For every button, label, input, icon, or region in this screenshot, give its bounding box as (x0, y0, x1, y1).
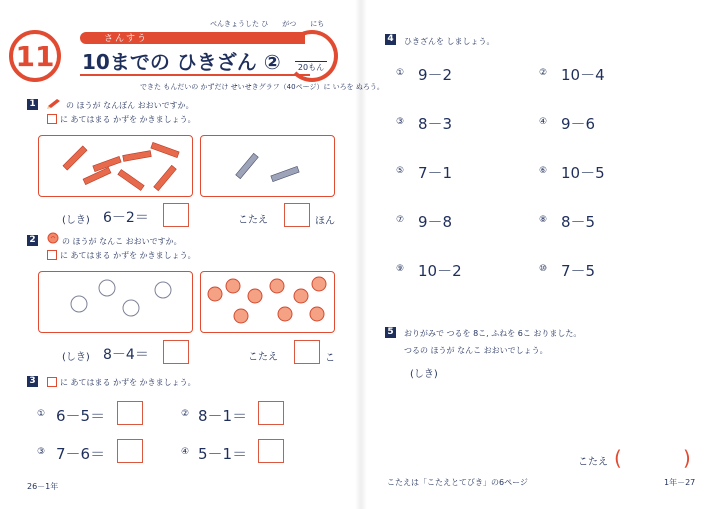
q4-instruction: ひきざんを しましょう。 (404, 37, 495, 46)
q3-box-icon (47, 377, 57, 387)
white-roses-illustration (39, 272, 191, 331)
q3-item-4-box[interactable] (258, 439, 284, 463)
subject-label: さんすう (104, 34, 149, 44)
q4-item-3-expr: 8－3 (418, 115, 453, 133)
q4-item-10-expr: 7－5 (561, 262, 596, 280)
study-date-label: べんきょうした ひ がつ にち (210, 20, 325, 28)
gray-pencils-panel (200, 135, 335, 197)
q4-item-6-expr: 10－5 (561, 164, 605, 182)
q2-kotae-label: こたえ (248, 352, 278, 363)
q5-number: 5 (385, 327, 396, 338)
red-rose-icon (46, 232, 60, 246)
q3-item-1-expr: 6－5＝ (56, 407, 106, 425)
footer-right-page-number: 1年－27 (664, 478, 696, 487)
q3-item-2-num: ② (181, 409, 190, 419)
q2-instruction: に あてはまる かずを かきましょう。 (60, 251, 196, 260)
q3-item-2-expr: 8－1＝ (198, 407, 248, 425)
q1-number: 1 (27, 99, 38, 110)
red-roses-panel (200, 271, 335, 333)
footer-answer-reference: こたえは「こたえとてびき」の6ページ (387, 478, 528, 487)
page-gutter (355, 0, 367, 509)
q2-expression: 8－4＝ (103, 347, 149, 363)
q3-instruction: に あてはまる かずを かきましょう。 (60, 378, 196, 387)
q4-item-9-num: ⑨ (396, 264, 405, 274)
q3-item-3-expr: 7－6＝ (56, 445, 106, 463)
q1-unit: ほん (315, 216, 335, 227)
page-title: 10までの ひきざん ② (82, 50, 281, 74)
q4-item-8-expr: 8－5 (561, 213, 596, 231)
q4-item-3-num: ③ (396, 117, 405, 127)
q5-shiki-label: (しき) (410, 369, 438, 380)
red-pencils-panel (38, 135, 193, 197)
q4-number: 4 (385, 34, 396, 45)
q4-item-1-num: ① (396, 68, 405, 78)
title-underline (80, 74, 310, 76)
q3-item-3-num: ③ (37, 447, 46, 457)
red-pencils-illustration (39, 136, 191, 195)
gray-pencils-illustration (201, 136, 333, 195)
q3-number: 3 (27, 376, 38, 387)
q1-kotae-label: こたえ (238, 215, 268, 226)
q3-item-4-num: ④ (181, 447, 190, 457)
q3-item-3-box[interactable] (117, 439, 143, 463)
q4-item-4-num: ④ (539, 117, 548, 127)
q2-answer-box[interactable] (163, 340, 189, 364)
q5-line-1: おりがみで つるを 8こ, ふねを 6こ おりました。 (404, 329, 582, 338)
q3-item-2-box[interactable] (258, 401, 284, 425)
q4-item-9-expr: 10－2 (418, 262, 462, 280)
red-pencil-icon (47, 97, 61, 109)
footer-left-page-number: 26－1年 (27, 482, 59, 491)
q4-item-6-num: ⑥ (539, 166, 548, 176)
q5-kotae-label: こたえ (578, 457, 608, 468)
white-roses-panel (38, 271, 193, 333)
q1-question: の ほうが なんぼん おおいですか。 (66, 101, 194, 110)
instruction-text: できた もんだいの かずだけ せいせきグラフ（40ページ）に いろを ぬろう。 (140, 83, 384, 91)
q3-item-4-expr: 5－1＝ (198, 445, 248, 463)
lesson-number-badge: 11 (9, 30, 61, 82)
q1-instruction: に あてはまる かずを かきましょう。 (60, 115, 196, 124)
score-arc (286, 30, 338, 82)
q2-question: の ほうが なんこ おおいですか。 (62, 237, 182, 246)
q1-expression: 6－2＝ (103, 210, 149, 226)
q2-number: 2 (27, 235, 38, 246)
q4-item-10-num: ⑩ (539, 264, 548, 274)
score-label: 20もん (295, 61, 327, 74)
q5-answer-left-paren: ( (614, 446, 622, 470)
q4-item-4-expr: 9－6 (561, 115, 596, 133)
q1-shiki-label: (しき) (62, 215, 90, 226)
red-roses-illustration (201, 272, 333, 331)
q4-item-2-expr: 10－4 (561, 66, 605, 84)
q5-answer-right-paren: ) (683, 446, 691, 470)
q2-shiki-label: (しき) (62, 352, 90, 363)
q4-item-1-expr: 9－2 (418, 66, 453, 84)
q1-answer-box[interactable] (163, 203, 189, 227)
q4-item-5-expr: 7－1 (418, 164, 453, 182)
q2-unit: こ (325, 353, 335, 364)
q1-box-icon (47, 114, 57, 124)
q2-box-icon (47, 250, 57, 260)
q3-item-1-box[interactable] (117, 401, 143, 425)
q5-answer-area[interactable] (624, 447, 684, 469)
q3-item-1-num: ① (37, 409, 46, 419)
q4-item-5-num: ⑤ (396, 166, 405, 176)
q4-item-2-num: ② (539, 68, 548, 78)
q4-item-7-expr: 9－8 (418, 213, 453, 231)
q5-line-2: つるの ほうが なんこ おおいでしょう。 (404, 346, 548, 355)
q2-kotae-box[interactable] (294, 340, 320, 364)
q4-item-8-num: ⑧ (539, 215, 548, 225)
q4-item-7-num: ⑦ (396, 215, 405, 225)
q1-kotae-box[interactable] (284, 203, 310, 227)
